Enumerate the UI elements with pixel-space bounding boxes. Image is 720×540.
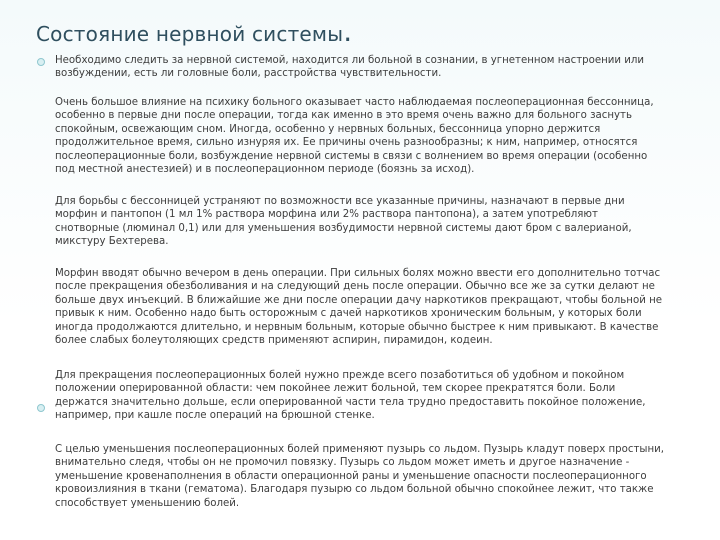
paragraph-6: С целью уменьшения послеоперационных болей применяют пузырь со льдом. Пузырь кладут поверх простыни, внимательно следя, чтобы он не промочил повязку. Пузырь со льдом может иметь и другое назначение - уменьшение кровенаполнения в области операционной раны и уменьшение опасности послеоперационного кровоизлияния в ткани (гематома). Благодаря пузырю со льдом больной обычно спокойнее лежит, что также способствует уменьшению болей. (55, 444, 664, 509)
title-period: . (343, 15, 353, 48)
bullet-icon (37, 404, 45, 412)
bullet-icon (37, 58, 45, 66)
paragraph-2: Очень большое влияние на психику больного оказывает часто наблюдаемая послеоперационная бессонница, особенно в первые дни после операции, тогда как именно в это время очень важно для больного заснуть спокойным, освежающим сном. Иногда, особенно у нервных больных, бессонница упорно держится продолжительное время, сильно изнуряя их. Ее причины очень разнообразны; к ним, например, относятся послеоперационные боли, возбуждение нервной системы в связи с волнением во время операции (особенно под местной анестезией) и в послеоперационном периоде (боязнь за исход). (55, 97, 654, 176)
paragraph-3: Для борьбы с бессонницей устраняют по возможности все указанные причины, назначают в первые дни морфин и пантопон (1 мл 1% раствора морфина или 2% раствора пантопона), а затем употребляют снотворные (люминал 0,1) или для уменьшения возбудимости нервной системы дают бром с валерианой, микстуру Бехтерева. (55, 196, 632, 248)
paragraph-1: Необходимо следить за нервной системой, находится ли больной в сознании, в угнетенном настроении или возбуждении, есть ли головные боли, расстройства чувствительности. (55, 55, 645, 80)
page-title: Состояние нервной системы. (36, 15, 353, 48)
paragraph-5: Для прекращения послеоперационных болей нужно прежде всего позаботиться об удобном и покойном положении оперированной области: чем покойнее лежит больной, тем скорее прекратятся боли. Боли держатся значительно дольше, если оперированной части тела трудно предоставить покойное положение, например, при кашле после операций на брюшной стенке. (55, 370, 646, 422)
paragraph-4: Морфин вводят обычно вечером в день операции. При сильных болях можно ввести его дополнительно тотчас после прекращения обезболивания и на следующий день после операции. Обычно все же за сутки делают не больше двух инъекций. В ближайшие же дни после операции дачу наркотиков прекращают, чтобы больной не привык к ним. Особенно надо быть осторожным с дачей наркотиков хроническим больным, у которых боли иногда продолжаются длительно, и нервным больным, которые обычно быстрее к ним привыкают. В качестве более слабых болеутоляющих средств применяют аспирин, пирамидон, кодеин. (55, 268, 662, 347)
